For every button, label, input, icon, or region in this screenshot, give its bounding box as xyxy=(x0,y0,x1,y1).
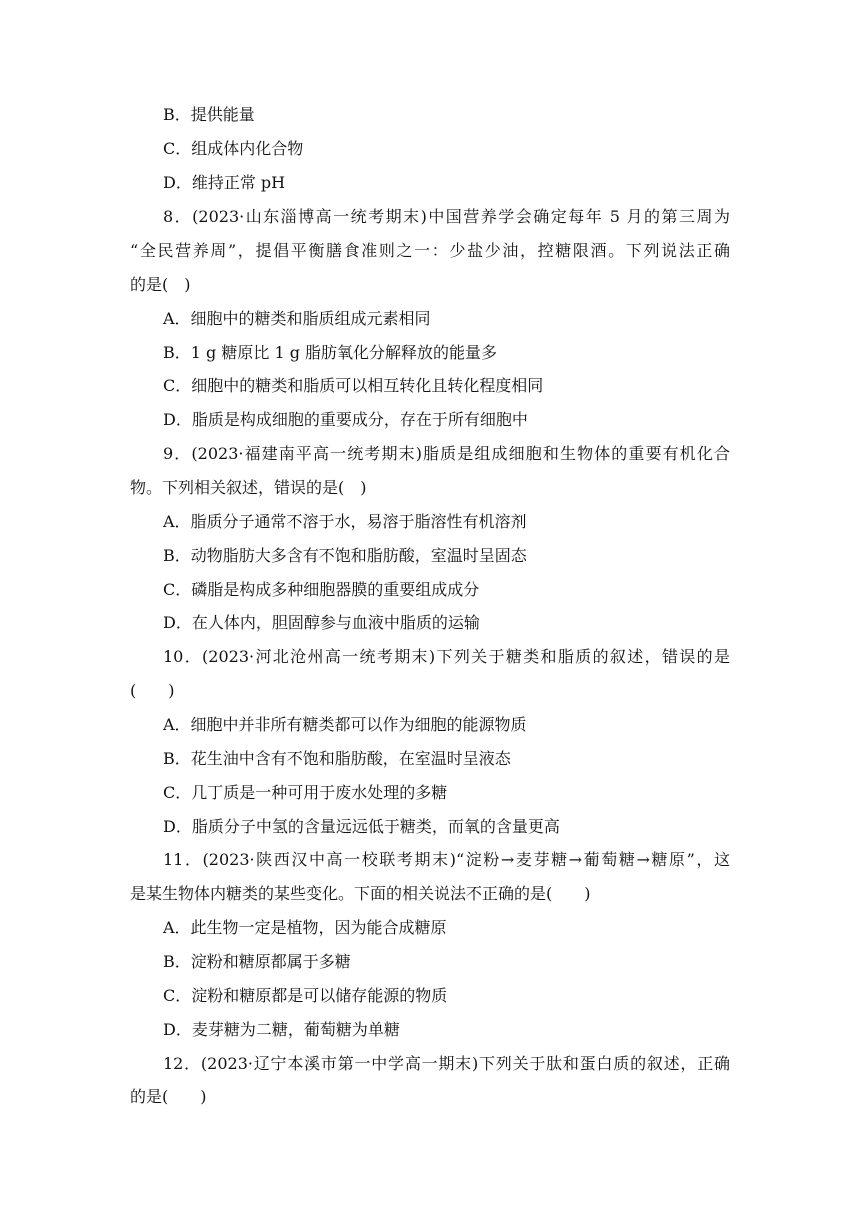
option-line: D．在人体内，胆固醇参与血液中脂质的运输 xyxy=(163,613,480,632)
option-line: D．脂质是构成细胞的重要成分，存在于所有细胞中 xyxy=(163,410,528,429)
question-stem-11: 11．(2023·陕西汉中高一校联考期末)“淀粉→麦芽糖→葡萄糖→糖原”，这 xyxy=(163,850,730,869)
option-line: A．细胞中并非所有糖类都可以作为细胞的能源物质 xyxy=(163,715,527,734)
option-line: C．组成体内化合物 xyxy=(163,139,304,158)
option-line: B．淀粉和糖原都属于多糖 xyxy=(163,952,351,971)
option-line: A．细胞中的糖类和脂质组成元素相同 xyxy=(163,309,431,328)
option-line: C．细胞中的糖类和脂质可以相互转化且转化程度相同 xyxy=(163,376,544,395)
question-stem-continuation: 物。下列相关叙述，错误的是( ) xyxy=(130,478,367,497)
question-stem-continuation: 的是( ) xyxy=(130,1087,207,1106)
question-stem-9: 9．(2023·福建南平高一统考期末)脂质是组成细胞和生物体的重要有机化合 xyxy=(163,444,730,463)
question-stem-10: 10．(2023·河北沧州高一统考期末)下列关于糖类和脂质的叙述，错误的是 xyxy=(163,647,730,666)
option-line: C．磷脂是构成多种细胞器膜的重要组成成分 xyxy=(163,580,480,599)
option-line: C．几丁质是一种可用于废水处理的多糖 xyxy=(163,783,448,802)
question-stem-8: 8．(2023·山东淄博高一统考期末)中国营养学会确定每年 5 月的第三周为 xyxy=(163,207,730,226)
option-line: C．淀粉和糖原都是可以储存能源的物质 xyxy=(163,986,448,1005)
question-stem-12: 12．(2023·辽宁本溪市第一中学高一期末)下列关于肽和蛋白质的叙述，正确 xyxy=(163,1054,730,1073)
question-stem-continuation: “全民营养周”，提倡平衡膳食准则之一：少盐少油，控糖限酒。下列说法正确 xyxy=(130,241,730,260)
question-stem-continuation: ( ) xyxy=(130,681,175,700)
option-line: B．1 g 糖原比 1 g 脂肪氧化分解释放的能量多 xyxy=(163,343,498,362)
option-line: A．此生物一定是植物，因为能合成糖原 xyxy=(163,918,447,937)
option-line: A．脂质分子通常不溶于水，易溶于脂溶性有机溶剂 xyxy=(163,512,527,531)
option-line: B．提供能量 xyxy=(163,105,255,124)
question-stem-continuation: 的是( ) xyxy=(130,275,191,294)
option-line: D．维持正常 pH xyxy=(163,173,286,192)
question-stem-continuation: 是某生物体内糖类的某些变化。下面的相关说法不正确的是( ) xyxy=(130,884,591,903)
option-line: B．花生油中含有不饱和脂肪酸，在室温时呈液态 xyxy=(163,749,511,768)
option-line: D．脂质分子中氢的含量远远低于糖类，而氧的含量更高 xyxy=(163,817,560,836)
option-line: D．麦芽糖为二糖，葡萄糖为单糖 xyxy=(163,1020,400,1039)
option-line: B．动物脂肪大多含有不饱和脂肪酸，室温时呈固态 xyxy=(163,546,527,565)
